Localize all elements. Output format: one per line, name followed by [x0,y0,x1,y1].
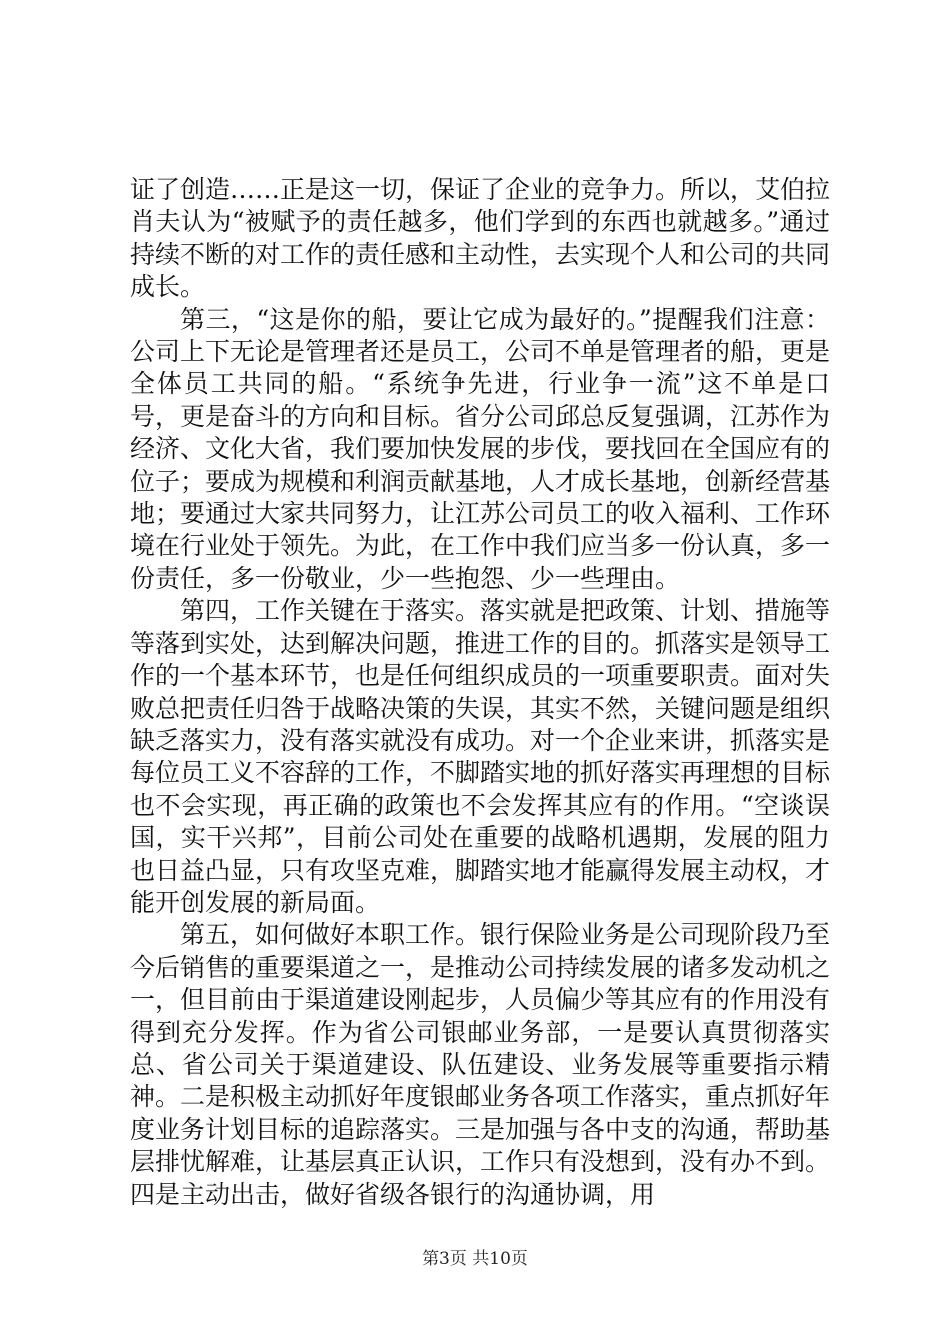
paragraph-1: 证了创造……正是这一切，保证了企业的竞争力。所以，艾伯拉肖夫认为“被赋予的责任越多，他们学到的东西也就越多。”通过持续不断的对工作的责任感和主动性，去实现个人和公司的共同成长。 [130,175,831,302]
paragraph-4: 第五，如何做好本职工作。银行保险业务是公司现阶段乃至今后销售的重要渠道之一，是推动公司持续发展的诸多发动机之一，但目前由于渠道建设刚起步，人员偏少等其应有的作用没有得到充分发挥。作为省公司银邮业务部，一是要认真贯彻落实总、省公司关于渠道建设、队伍建设、业务发展等重要指示精神。二是积极主动抓好年度银邮业务各项工作落实，重点抓好年度业务计划目标的追踪落实。三是加强与各中支的沟通，帮助基层排忧解难，让基层真正认识，工作只有没想到，没有办不到。四是主动出击，做好省级各银行的沟通协调，用 [130,920,831,1209]
page-footer: 第3页 共10页 [422,1249,528,1269]
paragraph-2: 第三，“这是你的船，要让它成为最好的。”提醒我们注意：公司上下无论是管理者还是员工，公司不单是管理者的船，更是全体员工共同的船。“系统争先进，行业争一流”这不单是口号，更是奋斗的方向和目标。省分公司邱总反复强调，江苏作为经济、文化大省，我们要加快发展的步伐，要找回在全国应有的位子；要成为规模和利润贡献基地，人才成长基地，创新经营基地；要通过大家共同努力，让江苏公司员工的收入福利、工作环境在行业处于领先。为此，在工作中我们应当多一份认真，多一份责任，多一份敬业，少一些抱怨、少一些理由。 [130,304,831,593]
paragraph-3: 第四，工作关键在于落实。落实就是把政策、计划、措施等等落到实处，达到解决问题，推进工作的目的。抓落实是领导工作的一个基本环节，也是任何组织成员的一项重要职责。面对失败总把责任归咎于战略决策的失误，其实不然，关键问题是组织缺乏落实力，没有落实就没有成功。对一个企业来讲，抓落实是每位员工义不容辞的工作，不脚踏实地的抓好落实再理想的目标也不会实现，再正确的政策也不会发挥其应有的作用。“空谈误国，实干兴邦”，目前公司处在重要的战略机遇期，发展的阻力也日益凸显，只有攻坚克难，脚踏实地才能赢得发展主动权，才能开创发展的新局面。 [130,596,831,917]
document-body [130,174,830,1211]
